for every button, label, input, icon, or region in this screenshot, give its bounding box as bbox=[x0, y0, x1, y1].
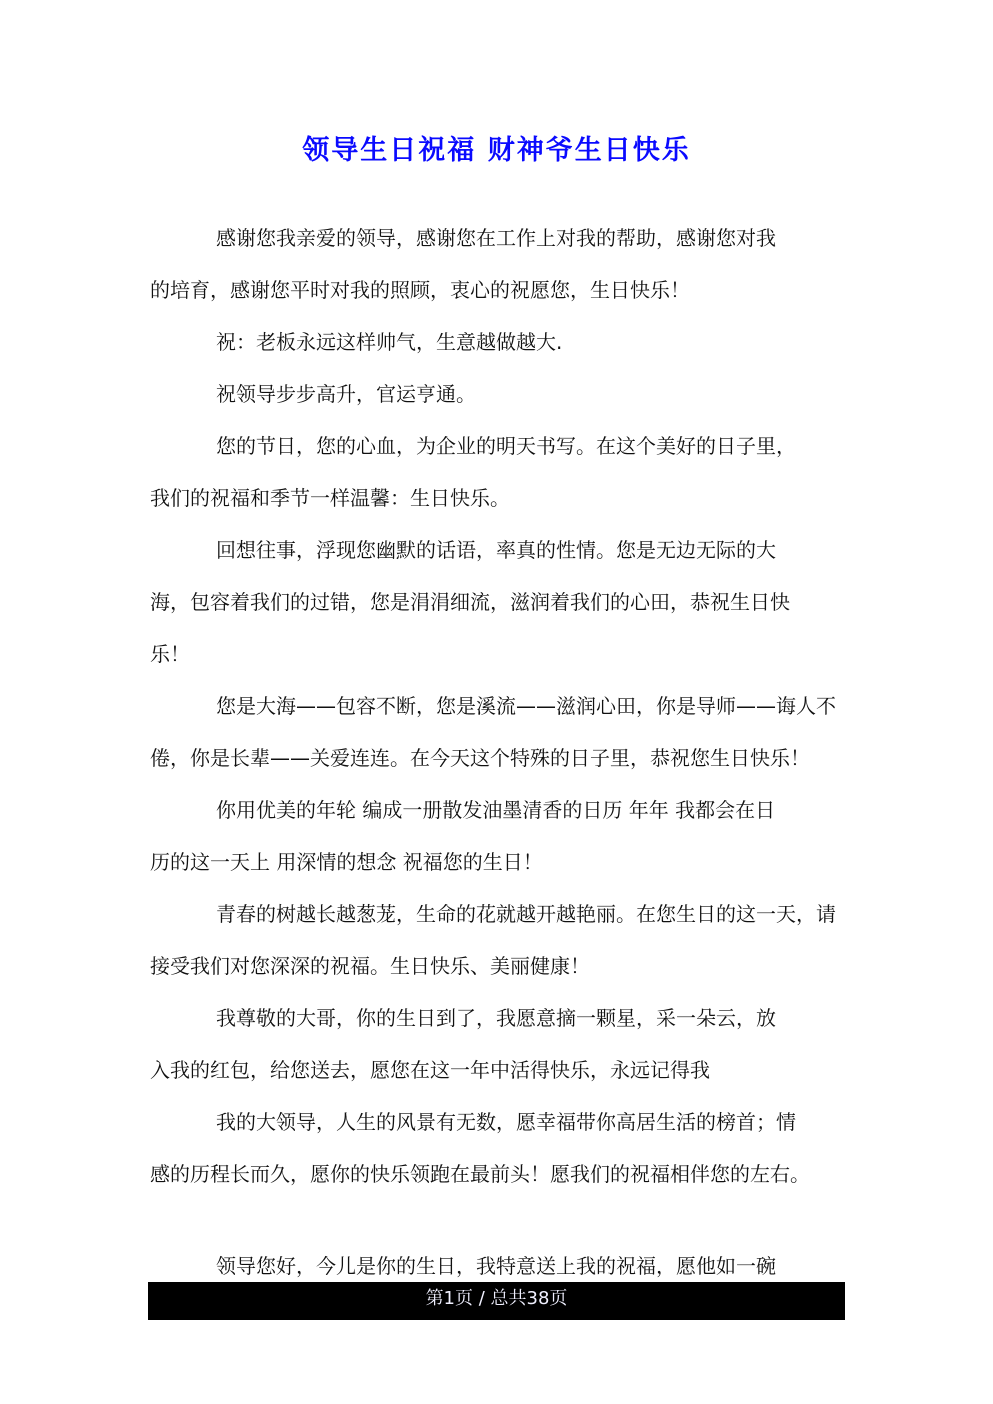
paragraph-line: 感的历程长而久，愿你的快乐领跑在最前头！愿我们的祝福相伴您的左右。 bbox=[150, 1162, 810, 1186]
page-footer-bar bbox=[148, 1282, 845, 1320]
paragraph-line: 的培育，感谢您平时对我的照顾，衷心的祝愿您，生日快乐！ bbox=[150, 278, 690, 302]
paragraph-line: 接受我们对您深深的祝福。生日快乐、美丽健康！ bbox=[150, 954, 590, 978]
paragraph-line: 领导您好，今儿是你的生日，我特意送上我的祝福，愿他如一碗 bbox=[216, 1254, 776, 1278]
paragraph-line: 我们的祝福和季节一样温馨：生日快乐。 bbox=[150, 486, 510, 510]
paragraph-line: 乐！ bbox=[150, 642, 190, 666]
paragraph-line: 我的大领导，人生的风景有无数，愿幸福带你高居生活的榜首；情 bbox=[216, 1110, 796, 1134]
paragraph-line: 海，包容着我们的过错，您是涓涓细流，滋润着我们的心田，恭祝生日快 bbox=[150, 590, 790, 614]
paragraph-line: 您的节日，您的心血，为企业的明天书写。在这个美好的日子里， bbox=[216, 434, 796, 458]
paragraph-line: 祝领导步步高升，官运亨通。 bbox=[216, 382, 476, 406]
page-indicator: 第1页 / 总共38页 bbox=[425, 1288, 568, 1309]
paragraph-line: 你用优美的年轮 编成一册散发油墨清香的日历 年年 我都会在日 bbox=[216, 798, 776, 822]
paragraph-line: 祝：老板永远这样帅气，生意越做越大. bbox=[216, 330, 563, 354]
paragraph-line: 入我的红包，给您送去，愿您在这一年中活得快乐，永远记得我 bbox=[150, 1058, 710, 1082]
paragraph-line: 我尊敬的大哥，你的生日到了，我愿意摘一颗星，采一朵云，放 bbox=[216, 1006, 776, 1030]
paragraph-line: 历的这一天上 用深情的想念 祝福您的生日！ bbox=[150, 850, 543, 874]
paragraph-line: 您是大海——包容不断，您是溪流——滋润心田，你是导师——诲人不 bbox=[216, 694, 836, 718]
paragraph-line: 倦，你是长辈——关爱连连。在今天这个特殊的日子里，恭祝您生日快乐！ bbox=[150, 746, 810, 770]
document-title: 领导生日祝福 财神爷生日快乐 bbox=[302, 135, 691, 166]
paragraph-line: 青春的树越长越葱茏，生命的花就越开越艳丽。在您生日的这一天，请 bbox=[216, 902, 836, 926]
paragraph-line: 回想往事，浮现您幽默的话语，率真的性情。您是无边无际的大 bbox=[216, 538, 776, 562]
paragraph-line: 感谢您我亲爱的领导，感谢您在工作上对我的帮助，感谢您对我 bbox=[216, 226, 776, 250]
